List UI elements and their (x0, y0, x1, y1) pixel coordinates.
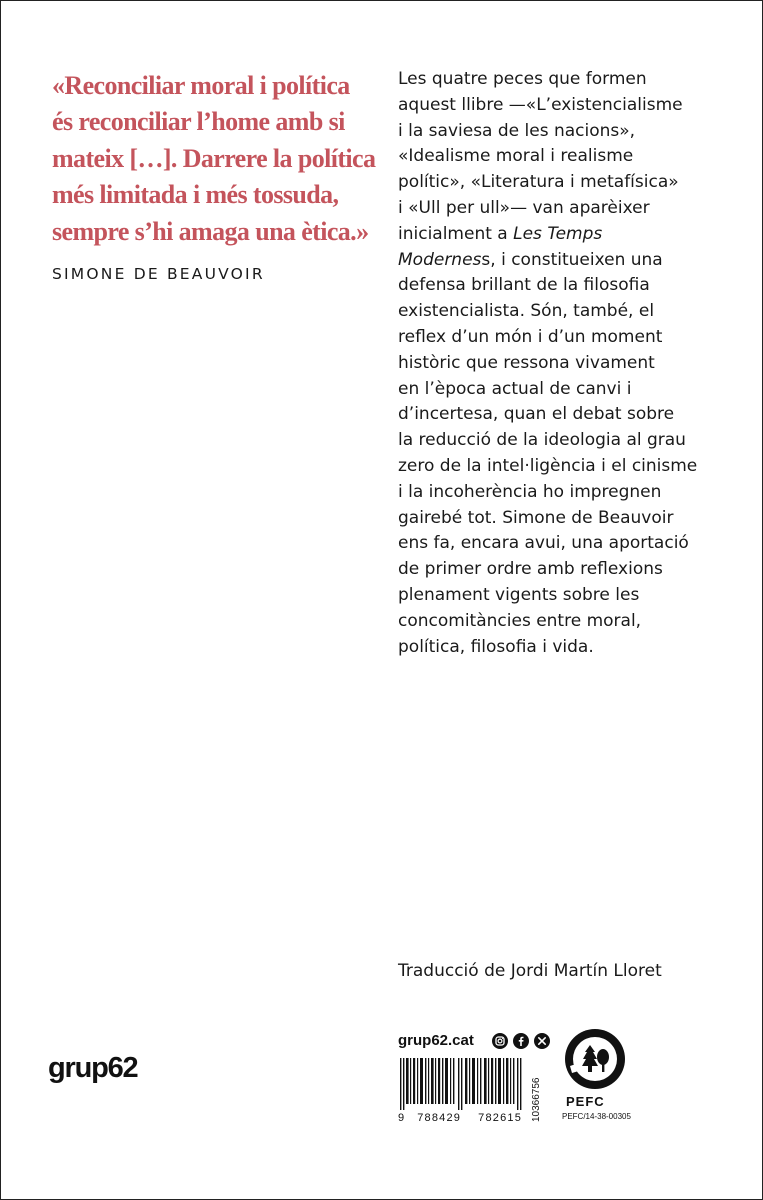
publisher-website: grup62.cat (398, 1032, 474, 1049)
description-line: plenament vigents sobre les (398, 584, 640, 605)
description-line: política, filosofia i vida. (398, 636, 594, 657)
journal-title: Modernes (398, 249, 482, 270)
publisher-logo: grup62 (48, 1052, 138, 1084)
description-line: polític», «Literatura i metafísica» (398, 172, 679, 193)
isbn-number (398, 1112, 548, 1124)
barcode (398, 1058, 528, 1110)
pefc-label: PEFC (566, 1094, 605, 1109)
description-line: reflex d’un món i d’un moment (398, 326, 663, 347)
description-line: gairebé tot. Simone de Beauvoir (398, 507, 674, 528)
quote-line: mateix […]. Darrere la política (52, 143, 376, 173)
description-line: històric que ressona vivament (398, 352, 655, 373)
description-line: concomitàncies entre moral, (398, 610, 642, 631)
description-line (398, 222, 738, 248)
description-text: s, i constitueixen una (481, 249, 663, 270)
description-line: defensa brillant de la filosofia (398, 275, 650, 296)
isbn-group: 788429 (417, 1112, 462, 1124)
description-line: existencialista. Són, també, el (398, 301, 655, 322)
pefc-code: PEFC/14-38-00305 (562, 1112, 631, 1121)
description-line: ens fa, encara avui, una aportació (398, 533, 689, 554)
facebook-icon (513, 1033, 529, 1049)
description-line: i la saviesa de les nacions», (398, 120, 636, 141)
journal-title: Les Temps (513, 223, 603, 244)
pull-quote (52, 68, 382, 250)
quote-author: SIMONE DE BEAUVOIR (52, 265, 265, 283)
description-line: «Idealisme moral i realisme (398, 146, 634, 167)
translator-credit: Traducció de Jordi Martín Lloret (398, 961, 662, 981)
quote-line: més limitada i més tossuda, (52, 180, 339, 210)
quote-line: «Reconciliar moral i política (52, 71, 350, 100)
quote-line: és reconciliar l’home amb si (52, 107, 345, 137)
description-line: de primer ordre amb reflexions (398, 559, 663, 580)
internal-code: 10366756 (531, 1077, 542, 1122)
description-line: la reducció de la ideologia al grau (398, 430, 686, 451)
pefc-logo (562, 1026, 628, 1092)
book-description (398, 67, 738, 660)
description-line: en l’època actual de canvi i (398, 378, 632, 399)
description-text: inicialment a (398, 223, 514, 244)
description-line: i la incoherència ho impregnen (398, 481, 662, 502)
description-line: Les quatre peces que formen (398, 69, 647, 89)
description-line: d’incertesa, quan el debat sobre (398, 404, 675, 425)
x-icon (534, 1033, 550, 1049)
description-line: aquest llibre —«L’existencialisme (398, 94, 683, 115)
isbn-group: 782615 (478, 1112, 523, 1124)
quote-line: sempre s’hi amaga una ètica.» (52, 216, 369, 246)
description-line (398, 248, 738, 274)
description-line: zero de la intel·ligència i el cinisme (398, 455, 698, 476)
instagram-icon (492, 1033, 508, 1049)
description-line: i «Ull per ull»— van aparèixer (398, 197, 650, 218)
isbn-prefix: 9 (398, 1112, 405, 1124)
